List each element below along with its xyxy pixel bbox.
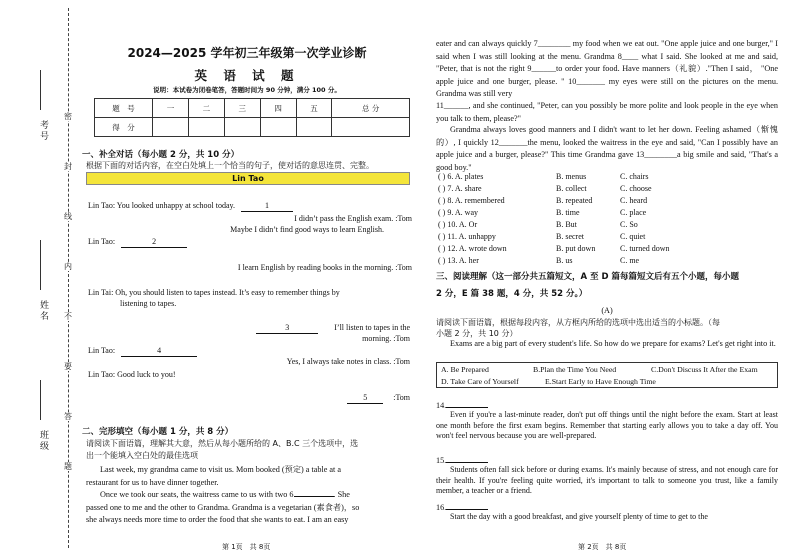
exam-number-label: 考号 [39,120,49,142]
class-line [40,380,41,420]
answer-blank-2[interactable]: 2 [121,236,187,248]
dialog-line-12: Lin Tao: Good luck to you! [88,370,176,379]
section-1-instruction: 根据下面的对话内容，在空白处填上一个恰当的句子，使对话的意思连贯、完整。 [86,161,374,170]
passage-paragraph-15: Students often fall sick before or during exams. It's mainly because of stress, and not enough care for their health. If you're feeling quite worried, it's important to talk to someone you trust, like a family member, a teacher or a friend. [436,465,778,495]
seal-char: 答 [64,412,72,421]
page-2: eater and can always quickly 7________ my food when we eat out. "One apple juice and one burger," I said when I was still looking at the menu. Grandma 8____ what I said. She looked at me and said, "Peter, that is not the right 9______to order your food. Have manners（礼貌）."Then I said， "One apple juice and one burger, please. " 10_______ my eyes were still on the pictures on the menu. Grandma was still very 11______, and she continued, "Peter, can you possibly be more polite and look people in the eye when you talk to them, please?" Grandma always loves good manners and I didn't want to let her down. Feeling ashamed（惭愧的）, I quickly 12_______the menu, looked the waitress in the eye and said, "Can I possibly have an apple juice and a burger, please?" This time Grandma gave 13________a big smile and said, "That's a good boy." ( ) 6. A. plates B. menus C. chairs ( ) 7. A. share B. collect C. choose ( ) 8. A. remembered B. repeated C. heard ( ) 9. A. way B. time C. place ( ) 10. A. Or B. But C. So ( ) 11. A. unhappy B. secret C. quiet ( ) 12. A. wrote down B. put down C. turned down ( ) 13. A. her B. us C. me 三、阅读理解（这一部分共五篇短文，A 至 D 篇每篇短文后有五个小题，每小题 2 分，E 篇 38 题，4 分，共 52 分。） (A) 请阅读下面语篇，根据每段内容，从方框内所给的选项中选出适当的小标题。（每 小题 2 分，共 10 分） Exams are a big part of every student's life. So how do we prepare for exams? Let's get right into it. A. Be Prepared B.Plan the Time You Need C.Don't Discuss It After the Exam D. Take Care of Yourself E.Start Early to Have Enough Time 14. Even if you're a last-minute reader, don't put off things until the night before the exam. Start at least one month before the first exam begins. Remember that starting early allows you to take a day off. You won't feel nervous because you are well-prepared. 15. Students often fall sick before or during exams. It's mainly because of stress, and not enough care for their health. If you're feeling quite worried, it's important to talk to someone you trust, like a family member, a teacher or a friend. 16. Start the day with a good breakfast, and give yourself plenty of time to get to the 第 2页 共 8页 [430,0,784,560]
name-label: 姓名 [39,300,49,322]
passage-label: (A) [601,306,613,315]
exam-number-line [40,70,41,110]
score-input[interactable] [296,118,332,137]
answer-blank-3[interactable]: 3 [256,322,318,334]
dialog-line-3: Maybe I didn’t find good ways to learn English. [230,225,384,234]
name-line [40,240,41,290]
section-2-instruction-1: 请阅读下面语篇，理解其大意，然后从每小题所给的 A、B.C 三个选项中，选 [86,439,359,448]
section-3-title-1: 三、阅读理解（这一部分共五篇短文，A 至 D 篇每篇短文后有五个小题，每小题 [436,272,740,282]
answer-blank-14[interactable] [446,407,488,408]
cloze-paragraph-4: 11______, and she continued, "Peter, can you possibly be more polite and look people in the eye when you talk to them, please?" [436,101,778,123]
seal-char: 要 [64,362,72,371]
question-16: 16. [436,502,488,515]
heading-option-e: E.Start Early to Have Enough Time [545,377,656,386]
seal-char: 密 [64,112,72,121]
score-input[interactable] [153,118,189,137]
answer-blank-1[interactable]: 1 [241,200,293,212]
cloze-paragraph-2c: she always needs more time to order the food that she wants to eat. I am an easy [86,515,349,524]
answer-blank-5[interactable]: 5 [347,392,383,404]
section-2-instruction-2: 出一个能填入空白处的最佳选项 [86,451,198,460]
score-header-row [95,99,410,118]
score-cell: 一 [153,99,189,118]
score-input[interactable] [224,118,260,137]
page-footer-1: 第 1页 共 8页 [222,543,271,551]
score-cell: 总 分 [332,99,410,118]
score-cell: 得 分 [95,118,153,137]
cloze-paragraph-3: eater and can always quickly 7________ my food when we eat out. "One apple juice and one burger," I said when I was still looking at the menu. Grandma 8____ what I said. She looked at me and said, "Peter, that is not the right 9______to order your food. Have manners（礼貌）."Then I said， "One apple juice and one burger, please. " 10_______ my eyes were still on the pictures on the menu. Grandma was still very [436,39,778,98]
cloze-paragraph-2a: Once we took our seats, the waitress came to us with two 6 . She [100,490,350,499]
seal-char: 线 [64,212,72,221]
answer-blank-15[interactable] [446,462,488,463]
heading-option-d: D. Take Care of Yourself [441,377,519,386]
heading-option-c: C.Don't Discuss It After the Exam [651,365,758,374]
score-cell: 二 [188,99,224,118]
section-2-title: 二、完形填空（每小题 1 分，共 8 分） [82,427,234,437]
score-cell: 题 号 [95,99,153,118]
dialog-line-4: Lin Tao: 2 [88,236,187,248]
question-15: 15. [436,455,488,468]
cloze-blank-6[interactable] [294,496,334,497]
dialog-line-11: Yes, I always take notes in class. :Tom [286,357,410,366]
score-cell: 五 [296,99,332,118]
score-input[interactable] [260,118,296,137]
dialog-line-2: I didn’t pass the English exam. :Tom [294,214,412,223]
dialog-line-8: 3 I’ll listen to tapes in the [86,322,410,334]
dialog-line-5: I learn English by reading books in the morning. :Tom [237,263,412,272]
section-1-title: 一、补全对话（每小题 2 分，共 10 分） [82,150,240,160]
score-cell: 四 [260,99,296,118]
passage-paragraph-14: Even if you're a last-minute reader, don't put off things until the night before the exam. Start at least one month before the first exam begins. Remember that starting early allows you to take a day off. You won't feel nervous because you are well-prepared. [436,410,778,440]
question-14: 14. [436,400,488,413]
page-1 [82,0,412,560]
exam-title: 2024—2025 学年初三年级第一次学业诊断 [127,46,367,60]
dialog-line-1: Lin Tao: You looked unhappy at school today. 1 [88,200,293,212]
heading-options-box [436,362,778,388]
score-table [94,98,410,137]
dialog-line-9: morning. :Tom [362,334,410,343]
section-3-instruction-2: 小题 2 分，共 10 分） [436,329,518,338]
cloze-paragraph-5: Grandma always loves good manners and I didn't want to let her down. Feeling ashamed（惭愧的）, I quickly 12_______the menu, looked the waitress in the eye and said, "Can I possibly have an apple juice and a burger, please?" This time Grandma gave 13________a big smile and said, "That's a good boy." [436,125,778,172]
page-footer-2: 第 2页 共 8页 [578,543,627,551]
class-label: 班级 [39,430,49,452]
exam-subtitle: 英 语 试 题 [194,68,300,83]
cloze-paragraph-1a: Last week, my grandma came to visit us. Mom booked (预定) a table at a [100,465,342,474]
binding-margin [0,0,78,560]
cloze-paragraph-2b: passed one to me and the other to Grandma. Grandma is a vegetarian (素食者)，so [86,503,360,512]
score-cell: 三 [224,99,260,118]
cloze-paragraph-1b: restaurant for us to have dinner together. [86,478,219,487]
seal-char: 不 [64,312,72,321]
score-value-row [95,118,410,137]
dialog-line-10: Lin Tao: 4 [88,345,197,357]
dialog-line-6: Lin Tai: Oh, you should listen to tapes instead. It’s easy to remember things by [88,288,340,297]
section-3-title-2: 2 分，E 篇 38 题，4 分，共 52 分。） [436,289,588,299]
seal-char: 内 [64,262,72,271]
seal-char: 封 [64,162,72,171]
dialog-line-7: listening to tapes. [120,299,177,308]
score-input[interactable] [332,118,410,137]
dialog-line-13: 5 :Tom [86,392,410,404]
passage-paragraph-16: Start the day with a good breakfast, and give yourself plenty of time to get to the [450,512,708,521]
answer-blank-16[interactable] [446,509,488,510]
heading-option-a: A. Be Prepared [441,365,489,374]
seal-char: 题 [64,462,72,471]
exam-note: 说明：本试卷为闭卷笔答，答题时间为 90 分钟，满分 100 分。 [153,86,341,94]
section-3-instruction-1: 请阅读下面语篇，根据每段内容，从方框内所给的选项中选出适当的小标题。（每 [436,318,720,327]
dialog-header: Lin Tao [86,172,410,185]
score-input[interactable] [188,118,224,137]
answer-blank-4[interactable]: 4 [121,345,197,357]
passage-intro: Exams are a big part of every student's life. So how do we prepare for exams? Let's get right into it. [450,339,776,348]
heading-option-b: B.Plan the Time You Need [533,365,617,374]
